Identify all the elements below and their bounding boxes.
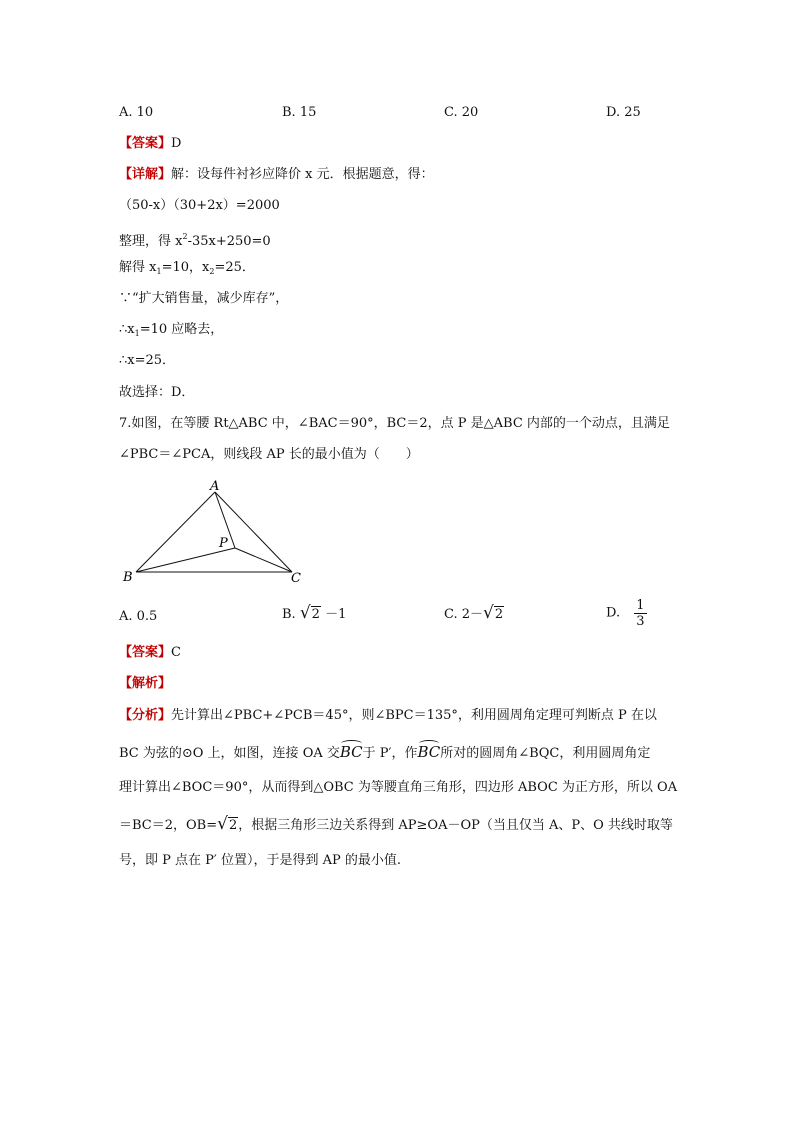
vertex-label-c: C [291, 571, 301, 586]
vertex-label-b: B [123, 570, 133, 585]
analysis-label: 【解析】 [119, 676, 172, 691]
segment-pc [235, 548, 292, 572]
q7-analysis-line5: 号，即 P 点在 P′ 位置），于是得到 AP 的最小值. [119, 853, 402, 868]
sqrt-sign: √2 [217, 814, 238, 834]
solve-mid: =10，x [161, 260, 210, 275]
analysis-l4-b: ，根据三角形三边关系得到 AP≥OA－OP（当且仅当 A、P、O 共线时取等 [238, 818, 673, 833]
detail-label: 【详解】 [119, 167, 172, 182]
point-label-p: P [219, 536, 228, 551]
q7-answer [119, 644, 181, 662]
analysis-sub-label: 【分析】 [119, 708, 172, 723]
fraction [634, 598, 646, 629]
q6-choose: 故选择：D． [119, 385, 195, 400]
q7-analysis-line3: 理计算出∠BOC＝90°，从而得到△OBC 为等腰直角三角形，四边形 ABOC 为正方形，所以 OA [119, 780, 678, 795]
q7-option-a: A. 0.5 [119, 609, 158, 624]
answer-label: 【答案】 [119, 645, 172, 660]
answer-label: 【答案】 [119, 136, 172, 151]
therefore1-prefix: ∴x [119, 322, 135, 337]
simplify-sup: 2 [182, 232, 188, 241]
q7-analysis-label [119, 675, 171, 693]
q6-option-c: C. 20 [444, 105, 479, 120]
option-b-rest: －1 [325, 607, 347, 622]
q7-triangle-figure [115, 475, 315, 590]
simplify-prefix: 整理，得 x [119, 234, 183, 249]
q6-because: ∵“扩大销售量，减少库存”， [119, 291, 289, 306]
analysis-l2-a: BC 为弦的⊙O 上，如图，连接 OA 交 [119, 746, 340, 761]
sqrt-sign: √2 [483, 603, 504, 623]
segment-ac [215, 492, 292, 572]
therefore1-rest: =10 应略去， [139, 322, 224, 337]
analysis-l2-c: 所对的圆周角∠BQC，利用圆周角定 [440, 746, 651, 761]
segment-bp [136, 548, 235, 572]
solve-rest: =25． [214, 260, 255, 275]
analysis-l4-a: ＝BC＝2，OB= [119, 818, 218, 833]
q6-therefore1 [119, 321, 223, 343]
arc-bc: BC [417, 743, 441, 761]
q6-option-d: D. 25 [606, 105, 641, 120]
therefore1-sub: 1 [134, 329, 140, 338]
q6-answer [119, 135, 181, 153]
solve-prefix: 解得 x [119, 260, 157, 275]
option-b-radicand: 2 [311, 607, 320, 622]
detail-intro-text: 解：设每件衬衫应降价 x 元．根据题意，得： [171, 167, 434, 182]
option-c-prefix: C. 2－ [444, 607, 484, 622]
q6-equation: （50-x）（30+2x）=2000 [119, 198, 280, 213]
analysis-l1-text: 先计算出∠PBC+∠PCB＝45°，则∠BPC＝135°，利用圆周角定理可判断点 P 在以 [171, 708, 657, 723]
q7-stem-line2: ∠PBC＝∠PCA，则线段 AP 长的最小值为（ ） [119, 447, 419, 462]
simplify-rest: -35x+250=0 [187, 234, 271, 249]
q7-option-d [606, 598, 647, 629]
answer-value: C [171, 645, 181, 660]
analysis-l2-b: 于 P′，作 [362, 746, 418, 761]
q7-analysis-line2 [119, 743, 650, 763]
q6-option-b: B. 15 [282, 105, 317, 120]
q7-option-b [282, 604, 346, 624]
solve-sub1: 1 [156, 267, 162, 276]
solve-sub2: 2 [209, 267, 215, 276]
q6-simplify [119, 228, 271, 251]
q6-detail-intro [119, 166, 434, 184]
q6-therefore2: ∴x=25． [119, 353, 176, 368]
vertex-label-a: A [210, 479, 220, 494]
q7-option-c [444, 604, 504, 624]
sqrt-sign: √2 [299, 603, 320, 623]
q6-solve [119, 259, 255, 281]
q7-analysis-line4 [119, 815, 673, 835]
arc-bc: BC [339, 743, 363, 761]
q7-stem-line1: 7.如图，在等腰 Rt△ABC 中，∠BAC＝90°，BC＝2，点 P 是△ABC 内部的一个动点，且满足 [119, 416, 670, 431]
option-b-prefix: B. [282, 607, 296, 622]
option-d-prefix: D. [606, 605, 621, 621]
fraction-denominator: 3 [636, 614, 645, 629]
option-c-radicand: 2 [494, 607, 504, 622]
q7-analysis-line1 [119, 707, 657, 725]
answer-value: D [171, 136, 182, 151]
fraction-numerator: 1 [636, 598, 645, 613]
analysis-l4-radicand: 2 [228, 818, 238, 833]
q6-option-a: A. 10 [119, 105, 154, 120]
segment-ab [136, 492, 215, 572]
